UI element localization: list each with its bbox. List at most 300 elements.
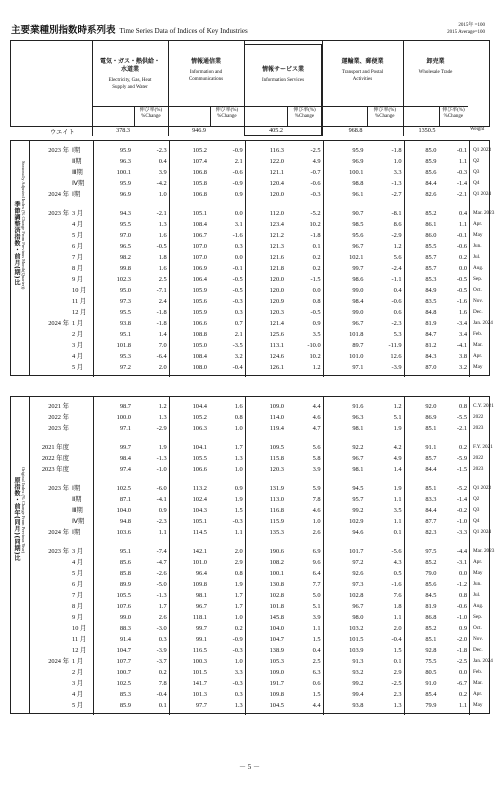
index-value: 105.0 <box>192 342 207 349</box>
change-value: 2.9 <box>393 669 402 676</box>
index-value: 96.7 <box>352 243 364 250</box>
index-value: 84.8 <box>425 309 437 316</box>
index-value: 105.9 <box>192 287 207 294</box>
index-value: 75.5 <box>425 658 437 665</box>
block-title-en: Seasonally Adjusted Index (% Change From Previous Month(Quarter)) <box>21 161 26 290</box>
table-row <box>11 307 491 318</box>
change-value: -0.5 <box>156 243 167 250</box>
index-value: 83.5 <box>425 298 437 305</box>
change-value: 0.5 <box>393 570 402 577</box>
row-period-en: Q1 2023 <box>473 147 492 153</box>
row-period-en: Jun. <box>473 581 482 587</box>
change-divider <box>210 106 211 127</box>
row-period-en: May <box>473 702 483 708</box>
change-value: -4.7 <box>156 559 167 566</box>
index-value: 121.2 <box>269 232 284 239</box>
index-value: 104.4 <box>192 403 207 410</box>
row-year: 2022 年 <box>48 414 69 421</box>
row-year: 2023 年 <box>48 147 69 154</box>
weight-row <box>10 127 490 136</box>
index-value: 104.7 <box>116 647 131 654</box>
index-value: 85.6 <box>119 559 131 566</box>
info-services-frame <box>244 44 322 136</box>
row-period-en: May <box>473 570 483 576</box>
index-value: 82.3 <box>425 529 437 536</box>
change-value: -1.8 <box>310 232 321 239</box>
row-period: 5 月 <box>72 570 84 577</box>
row-period: 12 月 <box>72 647 87 654</box>
change-divider <box>439 106 440 127</box>
table-row <box>11 494 491 505</box>
change-value: -3.1 <box>456 559 468 566</box>
row-year: 2023 年 <box>48 548 69 555</box>
change-value: 1.5 <box>312 636 321 643</box>
change-value: 3.2 <box>459 364 468 371</box>
change-label-jp: 伸び率(%) <box>442 108 465 113</box>
index-value: 120.9 <box>269 298 284 305</box>
index-value: 190.6 <box>269 548 284 555</box>
weight-value: 378.3 <box>116 127 130 134</box>
index-value: 91.0 <box>425 680 437 687</box>
change-value: 1.9 <box>234 496 243 503</box>
index-value: 104.5 <box>269 702 284 709</box>
table-row <box>11 178 491 189</box>
change-value: 0.8 <box>234 414 243 421</box>
change-value: -6.7 <box>456 680 468 687</box>
change-value: 1.3 <box>158 221 167 228</box>
index-value: 102.5 <box>116 680 131 687</box>
change-value: -0.1 <box>456 232 468 239</box>
change-value: 3.2 <box>234 353 243 360</box>
row-period-en: Apr. <box>473 353 483 359</box>
index-value: 105.5 <box>192 455 207 462</box>
title-en: Time Series Data of Indices of Key Industries <box>119 27 248 35</box>
change-value: -2.9 <box>156 425 167 432</box>
index-value: 94.8 <box>119 518 131 525</box>
change-value: 2.6 <box>158 614 167 621</box>
index-value: 121.8 <box>269 265 284 272</box>
change-value: -1.8 <box>156 309 167 316</box>
change-value: 1.8 <box>393 603 402 610</box>
index-value: 97.2 <box>119 364 131 371</box>
change-value: -8.1 <box>391 210 402 217</box>
data-block <box>10 140 495 376</box>
index-value: 101.0 <box>349 353 364 360</box>
row-period: 8 月 <box>72 603 84 610</box>
row-period: 6 月 <box>72 243 84 250</box>
index-value: 121.6 <box>269 254 284 261</box>
change-value: 5.6 <box>393 254 402 261</box>
row-period: 3 月 <box>72 210 84 217</box>
index-value: 96.9 <box>119 191 131 198</box>
change-value: 1.9 <box>234 581 243 588</box>
change-value: 6.9 <box>312 548 321 555</box>
index-value: 98.2 <box>119 254 131 261</box>
index-value: 95.5 <box>119 309 131 316</box>
column-header <box>322 58 403 83</box>
index-value: 103.2 <box>349 625 364 632</box>
row-period-en: Feb. <box>473 669 483 675</box>
row-period: Ⅳ期 <box>72 518 85 525</box>
change-value: -10.0 <box>307 342 321 349</box>
change-value: 0.2 <box>459 444 468 451</box>
change-value: 1.1 <box>158 529 167 536</box>
change-value: 1.0 <box>234 658 243 665</box>
change-value: 1.1 <box>393 614 402 621</box>
index-value: 97.5 <box>425 548 437 555</box>
index-value: 98.1 <box>352 425 364 432</box>
column-divider <box>322 40 323 136</box>
change-value: 1.3 <box>234 702 243 709</box>
change-value: 7.8 <box>158 680 167 687</box>
index-value: 86.9 <box>425 414 437 421</box>
row-period-en: Sep. <box>473 614 483 620</box>
row-period-en: Mar. 2023 <box>473 210 495 216</box>
change-value: -5.2 <box>456 485 468 492</box>
index-value: 95.1 <box>119 331 131 338</box>
base-line-2: 2015 Average=100 <box>447 30 485 35</box>
change-value: 1.0 <box>158 191 167 198</box>
index-value: 93.2 <box>352 669 364 676</box>
change-value: -4.4 <box>456 548 468 555</box>
index-value: 85.3 <box>425 276 437 283</box>
table-row <box>11 351 491 362</box>
change-value: 2.5 <box>158 276 167 283</box>
index-value: 84.4 <box>425 180 437 187</box>
index-value: 98.6 <box>352 276 364 283</box>
change-value: -0.1 <box>456 147 468 154</box>
table-row <box>11 285 491 296</box>
change-value: 7.7 <box>312 581 321 588</box>
row-period: Ⅰ期 <box>72 147 81 154</box>
block-title-en: Original Index (% Change From Previous Year) <box>21 467 26 554</box>
change-value: 9.6 <box>312 559 321 566</box>
table-row <box>11 401 494 412</box>
index-value: 101.8 <box>349 331 364 338</box>
index-value: 116.8 <box>269 507 284 514</box>
change-value: 0.3 <box>158 636 167 643</box>
change-value: 2.1 <box>234 331 243 338</box>
change-value: -0.2 <box>456 507 468 514</box>
index-value: 101.3 <box>192 691 207 698</box>
change-value: -1.0 <box>156 466 167 473</box>
change-value: -2.3 <box>156 147 167 154</box>
index-value: 96.7 <box>195 603 207 610</box>
change-value: 0.0 <box>312 287 321 294</box>
change-value: 1.0 <box>234 614 243 621</box>
change-divider <box>367 106 368 127</box>
index-value: 122.0 <box>269 158 284 165</box>
index-value: 94.5 <box>352 485 364 492</box>
change-value: -2.4 <box>391 265 402 272</box>
row-period-en: Q3 <box>473 169 480 175</box>
index-value: 97.1 <box>352 364 364 371</box>
index-value: 99.7 <box>195 625 207 632</box>
row-period-en: Q1 2024 <box>473 529 492 535</box>
index-value: 100.0 <box>116 414 131 421</box>
change-value: -4.2 <box>156 180 167 187</box>
change-value: -0.3 <box>232 298 243 305</box>
index-value: 102.4 <box>192 496 207 503</box>
index-value: 120.0 <box>269 191 284 198</box>
index-value: 91.4 <box>119 636 131 643</box>
index-value: 85.3 <box>119 691 131 698</box>
table-row <box>11 601 491 612</box>
table-row <box>11 623 491 634</box>
row-period: Ⅲ期 <box>72 507 83 514</box>
change-value: -0.6 <box>232 169 243 176</box>
table-row <box>11 274 491 285</box>
index-value: 97.4 <box>119 466 131 473</box>
index-value: 87.1 <box>119 496 131 503</box>
index-value: 121.3 <box>269 243 284 250</box>
change-value: -1.5 <box>456 466 468 473</box>
table-row <box>11 208 495 219</box>
weight-value: 1350.5 <box>418 127 436 134</box>
index-value: 107.6 <box>116 603 131 610</box>
change-value: 0.0 <box>234 254 243 261</box>
change-value: -0.4 <box>232 364 243 371</box>
index-value: 105.2 <box>192 147 207 154</box>
change-value: 5.9 <box>312 485 321 492</box>
row-period-en: Mar. <box>473 680 483 686</box>
index-value: 91.6 <box>352 403 364 410</box>
table-row <box>11 557 491 568</box>
index-value: 109.8 <box>269 691 284 698</box>
column-title-jp: 情報通信業 <box>190 58 221 65</box>
index-value: 85.1 <box>425 636 437 643</box>
change-value: -1.2 <box>456 581 468 588</box>
change-value: 5.1 <box>393 414 402 421</box>
table-row <box>11 156 491 167</box>
change-value: 0.0 <box>459 570 468 577</box>
change-value: -0.4 <box>156 691 167 698</box>
index-value: 99.8 <box>119 265 131 272</box>
column-divider <box>403 40 404 136</box>
column-header <box>92 58 168 91</box>
change-label-jp: 伸び率(%) <box>139 108 163 113</box>
change-label-jp: 伸び率(%) <box>373 108 397 113</box>
index-value: 102.1 <box>349 254 364 261</box>
change-value: 0.4 <box>459 210 468 217</box>
change-value: 1.3 <box>393 702 402 709</box>
change-value: -3.7 <box>156 658 167 665</box>
row-period-en: Sep. <box>473 276 483 282</box>
index-value: 85.2 <box>425 625 437 632</box>
row-period: 4 月 <box>72 353 84 360</box>
change-value: 0.2 <box>459 254 468 261</box>
index-value: 98.0 <box>352 614 364 621</box>
change-value: -0.1 <box>232 265 243 272</box>
change-value: -0.3 <box>232 518 243 525</box>
index-value: 83.3 <box>425 496 437 503</box>
index-value: 107.4 <box>192 158 207 165</box>
index-value: 98.1 <box>352 466 364 473</box>
row-period: 12 月 <box>72 309 87 316</box>
index-value: 120.3 <box>269 466 284 473</box>
change-value: 7.0 <box>158 342 167 349</box>
change-value: 2.0 <box>234 548 243 555</box>
change-value: 0.3 <box>234 243 243 250</box>
data-block <box>10 396 495 714</box>
index-value: 109.5 <box>269 444 284 451</box>
row-period-en: Apr. <box>473 691 483 697</box>
index-value: 79.0 <box>425 570 437 577</box>
index-value: 105.5 <box>116 592 131 599</box>
change-value: 3.8 <box>459 353 468 360</box>
index-value: 106.8 <box>192 191 207 198</box>
table-row <box>11 252 491 263</box>
column-header <box>168 58 244 83</box>
row-period: 1 月 <box>72 320 84 327</box>
index-value: 96.4 <box>195 570 207 577</box>
change-value: 4.4 <box>312 702 321 709</box>
change-value: -3.3 <box>456 529 468 536</box>
index-value: 92.8 <box>425 647 437 654</box>
change-value: 4.4 <box>312 403 321 410</box>
table-row <box>11 167 491 178</box>
index-value: 91.3 <box>352 658 364 665</box>
change-value: 0.0 <box>459 265 468 272</box>
change-value: 0.8 <box>234 570 243 577</box>
table-row <box>11 568 491 579</box>
index-value: 91.1 <box>425 444 437 451</box>
index-value: 102.8 <box>269 592 284 599</box>
change-value: 0.9 <box>234 485 243 492</box>
index-value: 116.3 <box>269 147 284 154</box>
change-value: 10.2 <box>309 221 321 228</box>
title-jp: 主要業種別指数時系列表 <box>11 25 116 36</box>
index-value: 191.7 <box>269 680 284 687</box>
change-value: 1.8 <box>158 254 167 261</box>
row-period-en: Q2 <box>473 496 480 502</box>
table-row <box>11 483 491 494</box>
table-row <box>11 329 491 340</box>
index-value: 109.8 <box>192 581 207 588</box>
change-value: 0.4 <box>312 647 321 654</box>
column-title-en-2: Supply and Water <box>112 84 148 90</box>
index-value: 97.2 <box>352 559 364 566</box>
row-period: 8 月 <box>72 265 84 272</box>
index-value: 101.5 <box>349 636 364 643</box>
index-value: 90.7 <box>352 210 364 217</box>
row-period-en: Jan. 2024 <box>473 320 493 326</box>
change-value: 0.8 <box>459 592 468 599</box>
column-divider <box>168 40 169 136</box>
index-value: 114.0 <box>269 414 284 421</box>
index-value: 80.5 <box>425 669 437 676</box>
index-value: 99.0 <box>119 614 131 621</box>
index-value: 118.1 <box>192 614 207 621</box>
index-value: 95.9 <box>119 180 131 187</box>
change-value: 0.4 <box>393 287 402 294</box>
index-value: 82.6 <box>425 191 437 198</box>
change-value: 1.5 <box>393 647 402 654</box>
index-value: 92.2 <box>352 444 364 451</box>
change-value: 1.6 <box>158 232 167 239</box>
row-period: 10 月 <box>72 287 87 294</box>
row-period: 5 月 <box>72 364 84 371</box>
base-line-1: 2015年 =100 <box>458 23 485 28</box>
index-value: 81.9 <box>425 603 437 610</box>
change-label <box>210 108 244 119</box>
row-period-en: Jan. 2024 <box>473 658 493 664</box>
row-period-en: Apr. <box>473 221 483 227</box>
change-value: 1.2 <box>158 403 167 410</box>
index-value: 89.7 <box>352 342 364 349</box>
table-row <box>11 453 491 464</box>
row-year: 2023 年 <box>48 485 69 492</box>
change-value: -1.4 <box>456 180 468 187</box>
change-value: 0.7 <box>234 320 243 327</box>
index-value: 106.8 <box>192 169 207 176</box>
row-period: 2 月 <box>72 331 84 338</box>
change-value: 0.6 <box>312 680 321 687</box>
index-value: 96.1 <box>352 191 364 198</box>
index-value: 141.7 <box>192 680 207 687</box>
change-value: 6.4 <box>312 570 321 577</box>
row-period-en: 2023 <box>473 466 484 472</box>
change-value: 1.6 <box>234 403 243 410</box>
change-value: 2.5 <box>312 658 321 665</box>
change-value: -1.3 <box>156 455 167 462</box>
index-value: 94.3 <box>119 210 131 217</box>
index-value: 145.8 <box>269 614 284 621</box>
change-value: 2.0 <box>393 625 402 632</box>
index-value: 120.0 <box>269 276 284 283</box>
index-value: 104.1 <box>192 444 207 451</box>
change-value: 1.4 <box>158 331 167 338</box>
table-row <box>11 145 491 156</box>
index-value: 101.7 <box>349 548 364 555</box>
row-period-en: May <box>473 364 483 370</box>
index-value: 97.1 <box>119 425 131 432</box>
index-value: 142.1 <box>192 548 207 555</box>
change-value: -1.1 <box>391 276 402 283</box>
index-value: 104.3 <box>192 507 207 514</box>
change-value: 1.1 <box>459 702 468 709</box>
row-period: Ⅲ期 <box>72 169 83 176</box>
index-value: 85.7 <box>425 265 437 272</box>
change-value: 1.7 <box>234 444 243 451</box>
row-period-en: 2022 <box>473 455 484 461</box>
row-period: Ⅰ期 <box>72 191 81 198</box>
index-value: 95.0 <box>119 287 131 294</box>
index-value: 84.4 <box>425 466 437 473</box>
row-period-en: 2023 <box>473 425 484 431</box>
index-value: 104.7 <box>269 636 284 643</box>
index-value: 99.0 <box>352 309 364 316</box>
row-year: 2024 年 <box>48 658 69 665</box>
change-value: -2.1 <box>456 191 468 198</box>
change-value: 2.4 <box>158 298 167 305</box>
change-value: -1.8 <box>391 147 402 154</box>
change-value: 1.9 <box>393 485 402 492</box>
index-value: 92.0 <box>425 403 437 410</box>
index-value: 115.8 <box>269 455 284 462</box>
change-value: -2.1 <box>156 210 167 217</box>
index-value: 93.8 <box>352 702 364 709</box>
index-value: 98.5 <box>352 221 364 228</box>
index-value: 85.2 <box>425 210 437 217</box>
column-title-jp: 卸売業 <box>426 58 445 65</box>
row-period: 7 月 <box>72 592 84 599</box>
row-period: 9 月 <box>72 614 84 621</box>
row-year: 2023 年 <box>48 425 69 432</box>
change-value: -2.5 <box>310 147 321 154</box>
change-value: -1.6 <box>232 232 243 239</box>
row-period-en: Apr. <box>473 559 483 565</box>
